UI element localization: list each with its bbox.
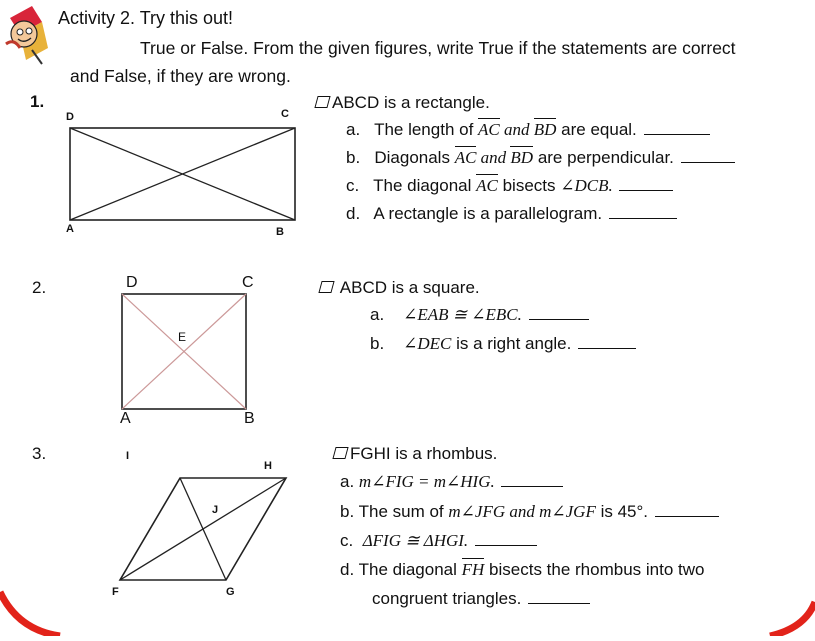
figure-rhombus xyxy=(108,448,298,598)
item-3b: b. The sum of m∠JFG and m∠JGF is 45°. xyxy=(340,502,719,522)
vertex-h: H xyxy=(264,460,272,472)
item-1-number: 1. xyxy=(30,92,45,111)
item-2-number: 2. xyxy=(32,278,47,297)
item-1d: d. A rectangle is a parallelogram. xyxy=(346,204,677,224)
item-3d: d. The diagonal FH bisects the rhombus into two xyxy=(340,560,705,579)
answer-blank-1b[interactable] xyxy=(681,148,735,163)
item-2a: a. ∠EAB ≅ ∠EBC. xyxy=(370,305,589,325)
vertex-c: C xyxy=(281,108,289,120)
item-3a: a. m∠FIG = m∠HIG. xyxy=(340,472,563,492)
instruction-line-2: and False, if they are wrong. xyxy=(70,66,291,86)
item-1a: a. The length of AC and BD are equal. xyxy=(346,120,710,140)
parallelogram-icon xyxy=(332,447,348,459)
answer-blank-1a[interactable] xyxy=(644,120,710,135)
vertex-b: B xyxy=(276,226,284,238)
answer-blank-1c[interactable] xyxy=(619,176,673,191)
activity-title: Activity 2. Try this out! xyxy=(58,8,234,28)
parallelogram-icon xyxy=(314,96,330,108)
item-3c: c. ΔFIG ≅ ΔHGI. xyxy=(340,531,537,551)
vertex-d: D xyxy=(126,274,138,291)
item-1-statement: ABCD is a rectangle. xyxy=(316,93,490,113)
figure-rectangle xyxy=(60,110,300,240)
vertex-b: B xyxy=(244,410,255,427)
instruction-line-1: True or False. From the given figures, write True if the statements are correct xyxy=(140,38,736,58)
figure-square xyxy=(108,272,268,432)
vertex-c: C xyxy=(242,274,254,291)
item-3-number: 3. xyxy=(32,444,47,463)
vertex-e: E xyxy=(178,330,187,344)
vertex-f: F xyxy=(112,586,119,598)
answer-blank-3b[interactable] xyxy=(655,502,719,517)
decorative-red-border xyxy=(0,590,815,636)
vertex-i: I xyxy=(126,450,130,462)
pencil-mascot-icon xyxy=(2,4,56,66)
item-2-statement: ABCD is a square. xyxy=(320,278,480,298)
item-3-statement: FGHI is a rhombus. xyxy=(334,444,497,464)
answer-blank-3c[interactable] xyxy=(475,531,537,546)
vertex-d: D xyxy=(66,111,74,123)
vertex-j: J xyxy=(212,504,219,516)
parallelogram-icon xyxy=(318,281,334,293)
answer-blank-1d[interactable] xyxy=(609,204,677,219)
item-2b: b. ∠DEC is a right angle. xyxy=(370,334,636,354)
item-1b: b. Diagonals AC and BD are perpendicular. xyxy=(346,148,735,168)
answer-blank-2b[interactable] xyxy=(578,334,636,349)
vertex-a: A xyxy=(66,223,74,235)
vertex-a: A xyxy=(120,410,131,427)
item-3d-line2: congruent triangles. xyxy=(372,589,590,609)
vertex-g: G xyxy=(226,586,235,598)
answer-blank-2a[interactable] xyxy=(529,305,589,320)
answer-blank-3a[interactable] xyxy=(501,472,563,487)
item-1c: c. The diagonal AC bisects ∠DCB. xyxy=(346,176,673,196)
